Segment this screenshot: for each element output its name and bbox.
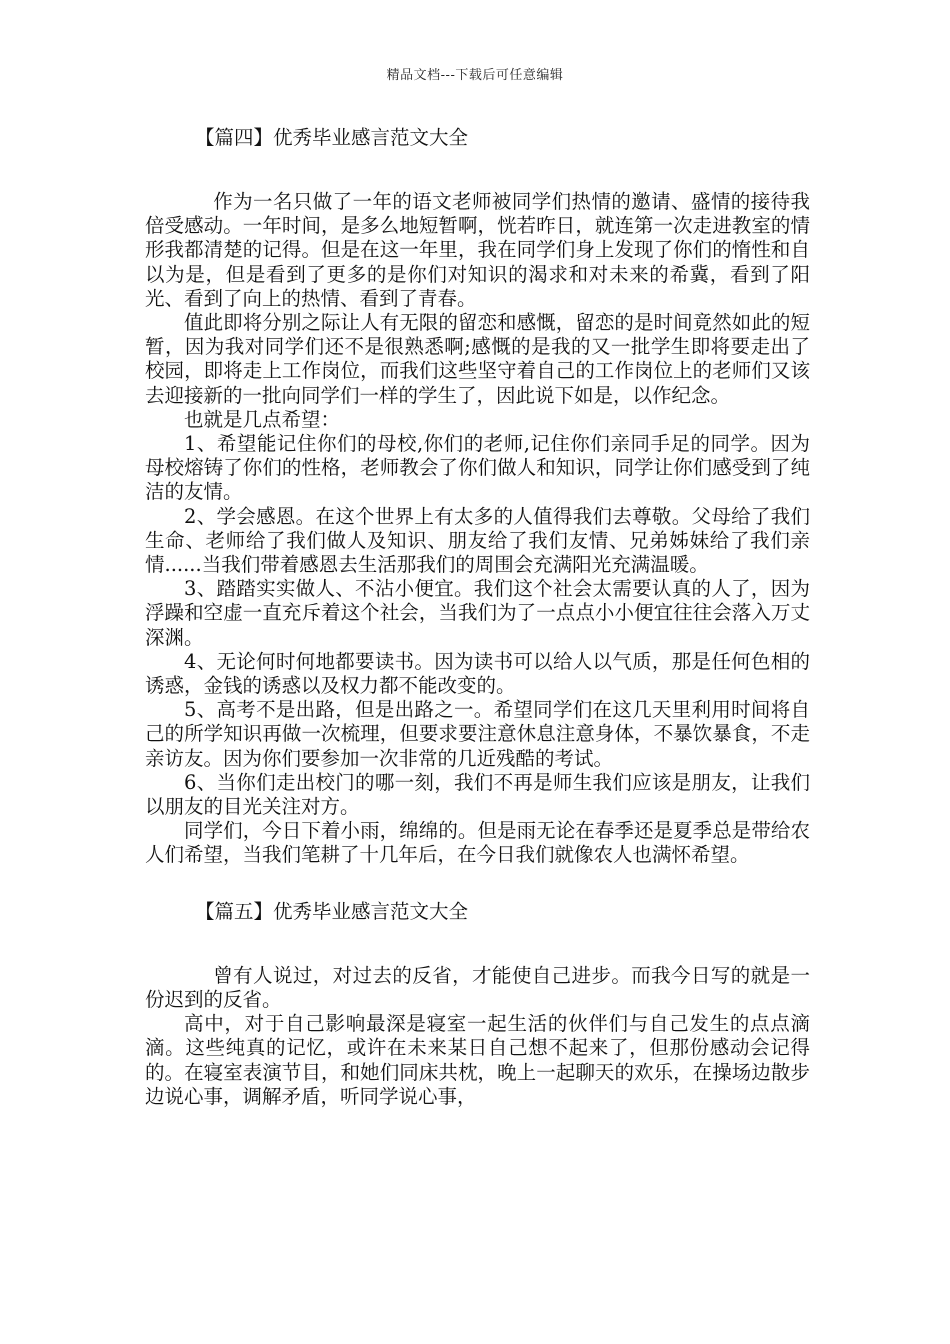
section-five-title: 【篇五】优秀毕业感言范文大全: [195, 899, 469, 923]
paragraph: 作为一名只做了一年的语文老师被同学们热情的邀请、盛情的接待我倍受感动。一年时间，是多么地短暂啊，恍若昨日，就连第一次走进教室的情形我都清楚的记得。但是在这一年里，我在同学们身上发现了你们的惰性和自以为是，但是看到了更多的是你们对知识的渴求和对未来的希冀，看到了阳光、看到了向上的热情、看到了青春。: [145, 190, 810, 310]
list-item: 5、高考不是出路，但是出路之一。希望同学们在这几天里利用时间将自己的所学知识再做一次梳理，但要求要注意休息注意身体，不暴饮暴食，不走亲访友。因为你们要参加一次非常的几近残酷的考试。: [145, 698, 810, 770]
spacer: [145, 156, 810, 190]
page-header: 精品文档---下载后可任意编辑: [386, 68, 564, 83]
spacer: [145, 868, 810, 894]
list-item: 3、踏踏实实做人、不沾小便宜。我们这个社会太需要认真的人了，因为浮躁和空虚一直充斥着这个社会，当我们为了一点点小小便宜往往会落入万丈深渊。: [145, 577, 810, 649]
section-four-title: 【篇四】优秀毕业感言范文大全: [195, 126, 469, 149]
list-item: 1、希望能记住你们的母校,你们的老师,记住你们亲同手足的同学。因为母校熔铸了你们的性格，老师教会了你们做人和知识，同学让你们感受到了纯洁的友情。: [145, 432, 810, 504]
list-item: 6、当你们走出校门的哪一刻，我们不再是师生我们应该是朋友，让我们以朋友的目光关注对方。: [145, 770, 810, 819]
paragraph: 曾有人说过，对过去的反省，才能使自己进步。而我今日写的就是一份迟到的反省。: [145, 963, 810, 1011]
list-item: 2、学会感恩。在这个世界上有太多的人值得我们去尊敬。父母给了我们生命、老师给了我们做人及知识、朋友给了我们友情、兄弟姊妹给了我们亲情......当我们带着感恩去生活那我们的周围会充满阳光充满温暖。: [145, 504, 810, 577]
spacer: [145, 930, 810, 964]
list-item: 4、无论何时何地都要读书。因为读书可以给人以气质，那是任何色相的诱惑，金钱的诱惑以及权力都不能改变的。: [145, 649, 810, 698]
paragraph: 同学们，今日下着小雨，绵绵的。但是雨无论在春季还是夏季总是带给农人们希望，当我们笔耕了十几年后，在今日我们就像农人也满怀希望。: [145, 819, 810, 867]
paragraph: 也就是几点希望：: [184, 407, 341, 431]
paragraph: 值此即将分别之际让人有无限的留恋和感慨，留恋的是时间竟然如此的短暂，因为我对同学们还不是很熟悉啊;感慨的是我的又一批学生即将要走出了校园，即将走上工作岗位，而我们这些坚守着自己的工作岗位上的老师们又该去迎接新的一批向同学们一样的学生了，因此说下如是，以作纪念。: [145, 311, 810, 407]
document-body: [145, 120, 810, 1109]
paragraph: 高中，对于自己影响最深是寝室一起生活的伙伴们与自己发生的点点滴滴。这些纯真的记忆，或许在未来某日自己想不起来了，但那份感动会记得的。在寝室表演节目，和她们同床共枕，晚上一起聊天的欢乐，在操场边散步边说心事，调解矛盾，听同学说心事，: [145, 1012, 810, 1108]
